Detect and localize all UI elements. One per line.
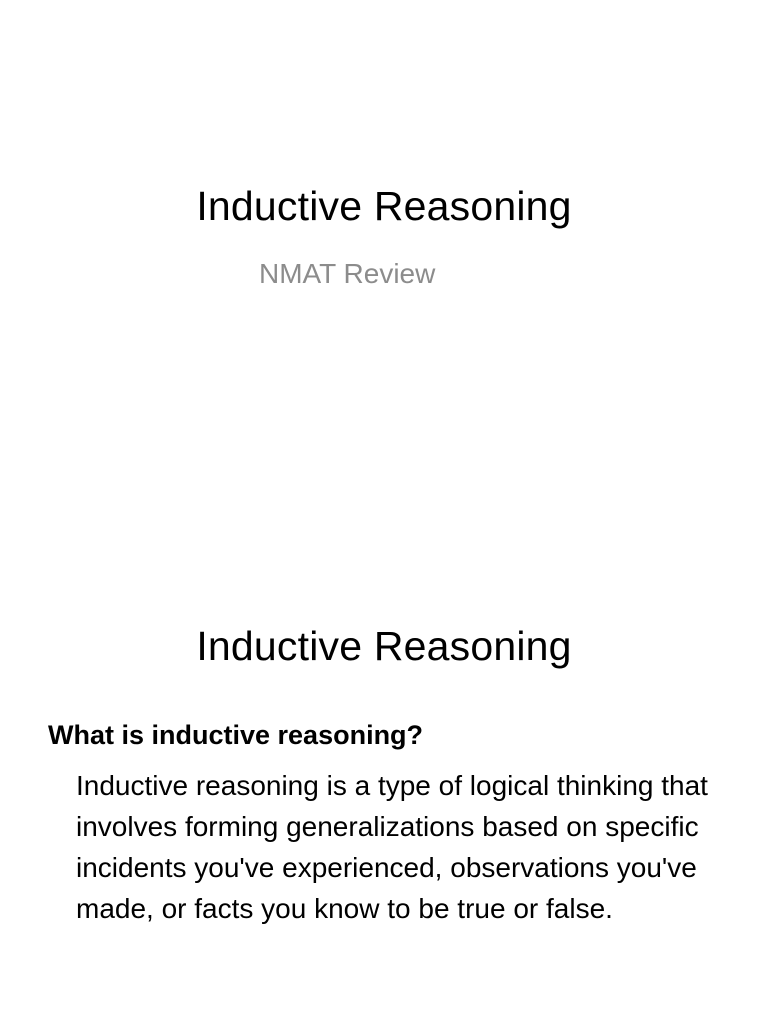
slide-title: Inductive Reasoning <box>196 183 572 229</box>
slide-title: Inductive Reasoning <box>196 623 572 669</box>
content-slide <box>0 512 768 1024</box>
slide-subtitle: NMAT Review <box>259 258 436 289</box>
question-heading: What is inductive reasoning? <box>48 720 424 750</box>
answer-paragraph: Inductive reasoning is a type of logical thinking that involves forming generalizations based on specific incidents you've experienced, observations you've made, or facts you know to be true or false. <box>76 770 708 924</box>
